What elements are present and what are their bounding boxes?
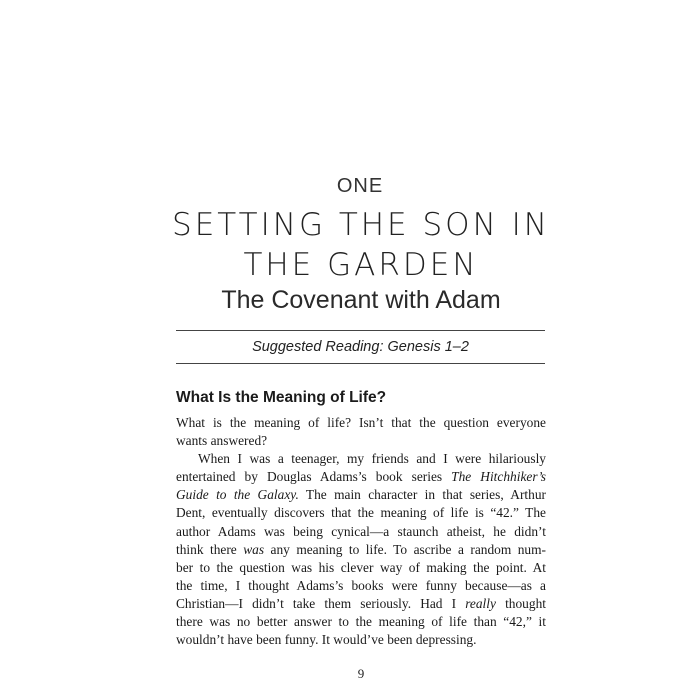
- paragraph-2: [176, 450, 546, 649]
- paragraph-2-line-7: ber to the question was his clever way of making the point. At: [176, 559, 546, 575]
- book-title-italic: The Hitchhiker’s: [451, 469, 546, 485]
- paragraph-2-line-9: [176, 595, 546, 613]
- paragraph-2-line-6: [176, 541, 546, 559]
- chapter-subtitle: The Covenant with Adam: [221, 286, 501, 314]
- chapter-title-line-2: THE GARDEN: [243, 247, 479, 283]
- text-run: think there: [176, 541, 244, 557]
- text-run: any meaning to life. To ascribe a random num-: [264, 541, 547, 557]
- paragraph-2-line-11: wouldn’t have been funny. It would’ve been depressing.: [176, 632, 477, 648]
- chapter-number: ONE: [336, 175, 384, 197]
- section-heading: What Is the Meaning of Life?: [176, 389, 387, 406]
- body-text: [176, 414, 546, 649]
- paragraph-2-line-10: there was no better answer to the meaning of life than “42,” it: [176, 614, 546, 630]
- paragraph-1-line-2: wants answered?: [176, 433, 268, 449]
- paragraph-2-line-1: When I was a teenager, my friends and I were hilariously: [198, 451, 546, 467]
- paragraph-2-line-2: [176, 468, 546, 486]
- text-run: entertained by Douglas Adams’s book series: [176, 469, 452, 485]
- divider-top: [176, 330, 545, 331]
- chapter-title: [0, 205, 700, 285]
- paragraph-1-line-1: What is the meaning of life? Isn’t that the question everyone: [176, 415, 546, 430]
- suggested-reading: Suggested Reading: Genesis 1–2: [252, 339, 469, 355]
- paragraph-2-line-5: author Adams was being cynical—a staunch atheist, he didn’t: [176, 523, 546, 539]
- text-run: thought: [495, 595, 546, 611]
- divider-bottom: [176, 363, 545, 364]
- paragraph-2-line-4: Dent, eventually discovers that the meaning of life is “42.” The: [176, 505, 546, 521]
- text-run: The main character in that series, Arthur: [298, 487, 546, 503]
- book-title-italic-cont: Guide to the Galaxy.: [176, 487, 299, 503]
- chapter-title-line-1: SETTING THE SON IN: [172, 207, 550, 243]
- paragraph-2-line-8: the time, I thought Adams’s books were funny because—as a: [176, 577, 546, 593]
- paragraph-2-line-3: [176, 486, 546, 504]
- paragraph-1: [176, 414, 546, 450]
- emphasis-really: really: [465, 595, 496, 611]
- emphasis-was: was: [243, 541, 265, 557]
- text-run: Christian—I didn’t take them seriously. Had I: [176, 595, 466, 611]
- page-number: 9: [357, 666, 365, 681]
